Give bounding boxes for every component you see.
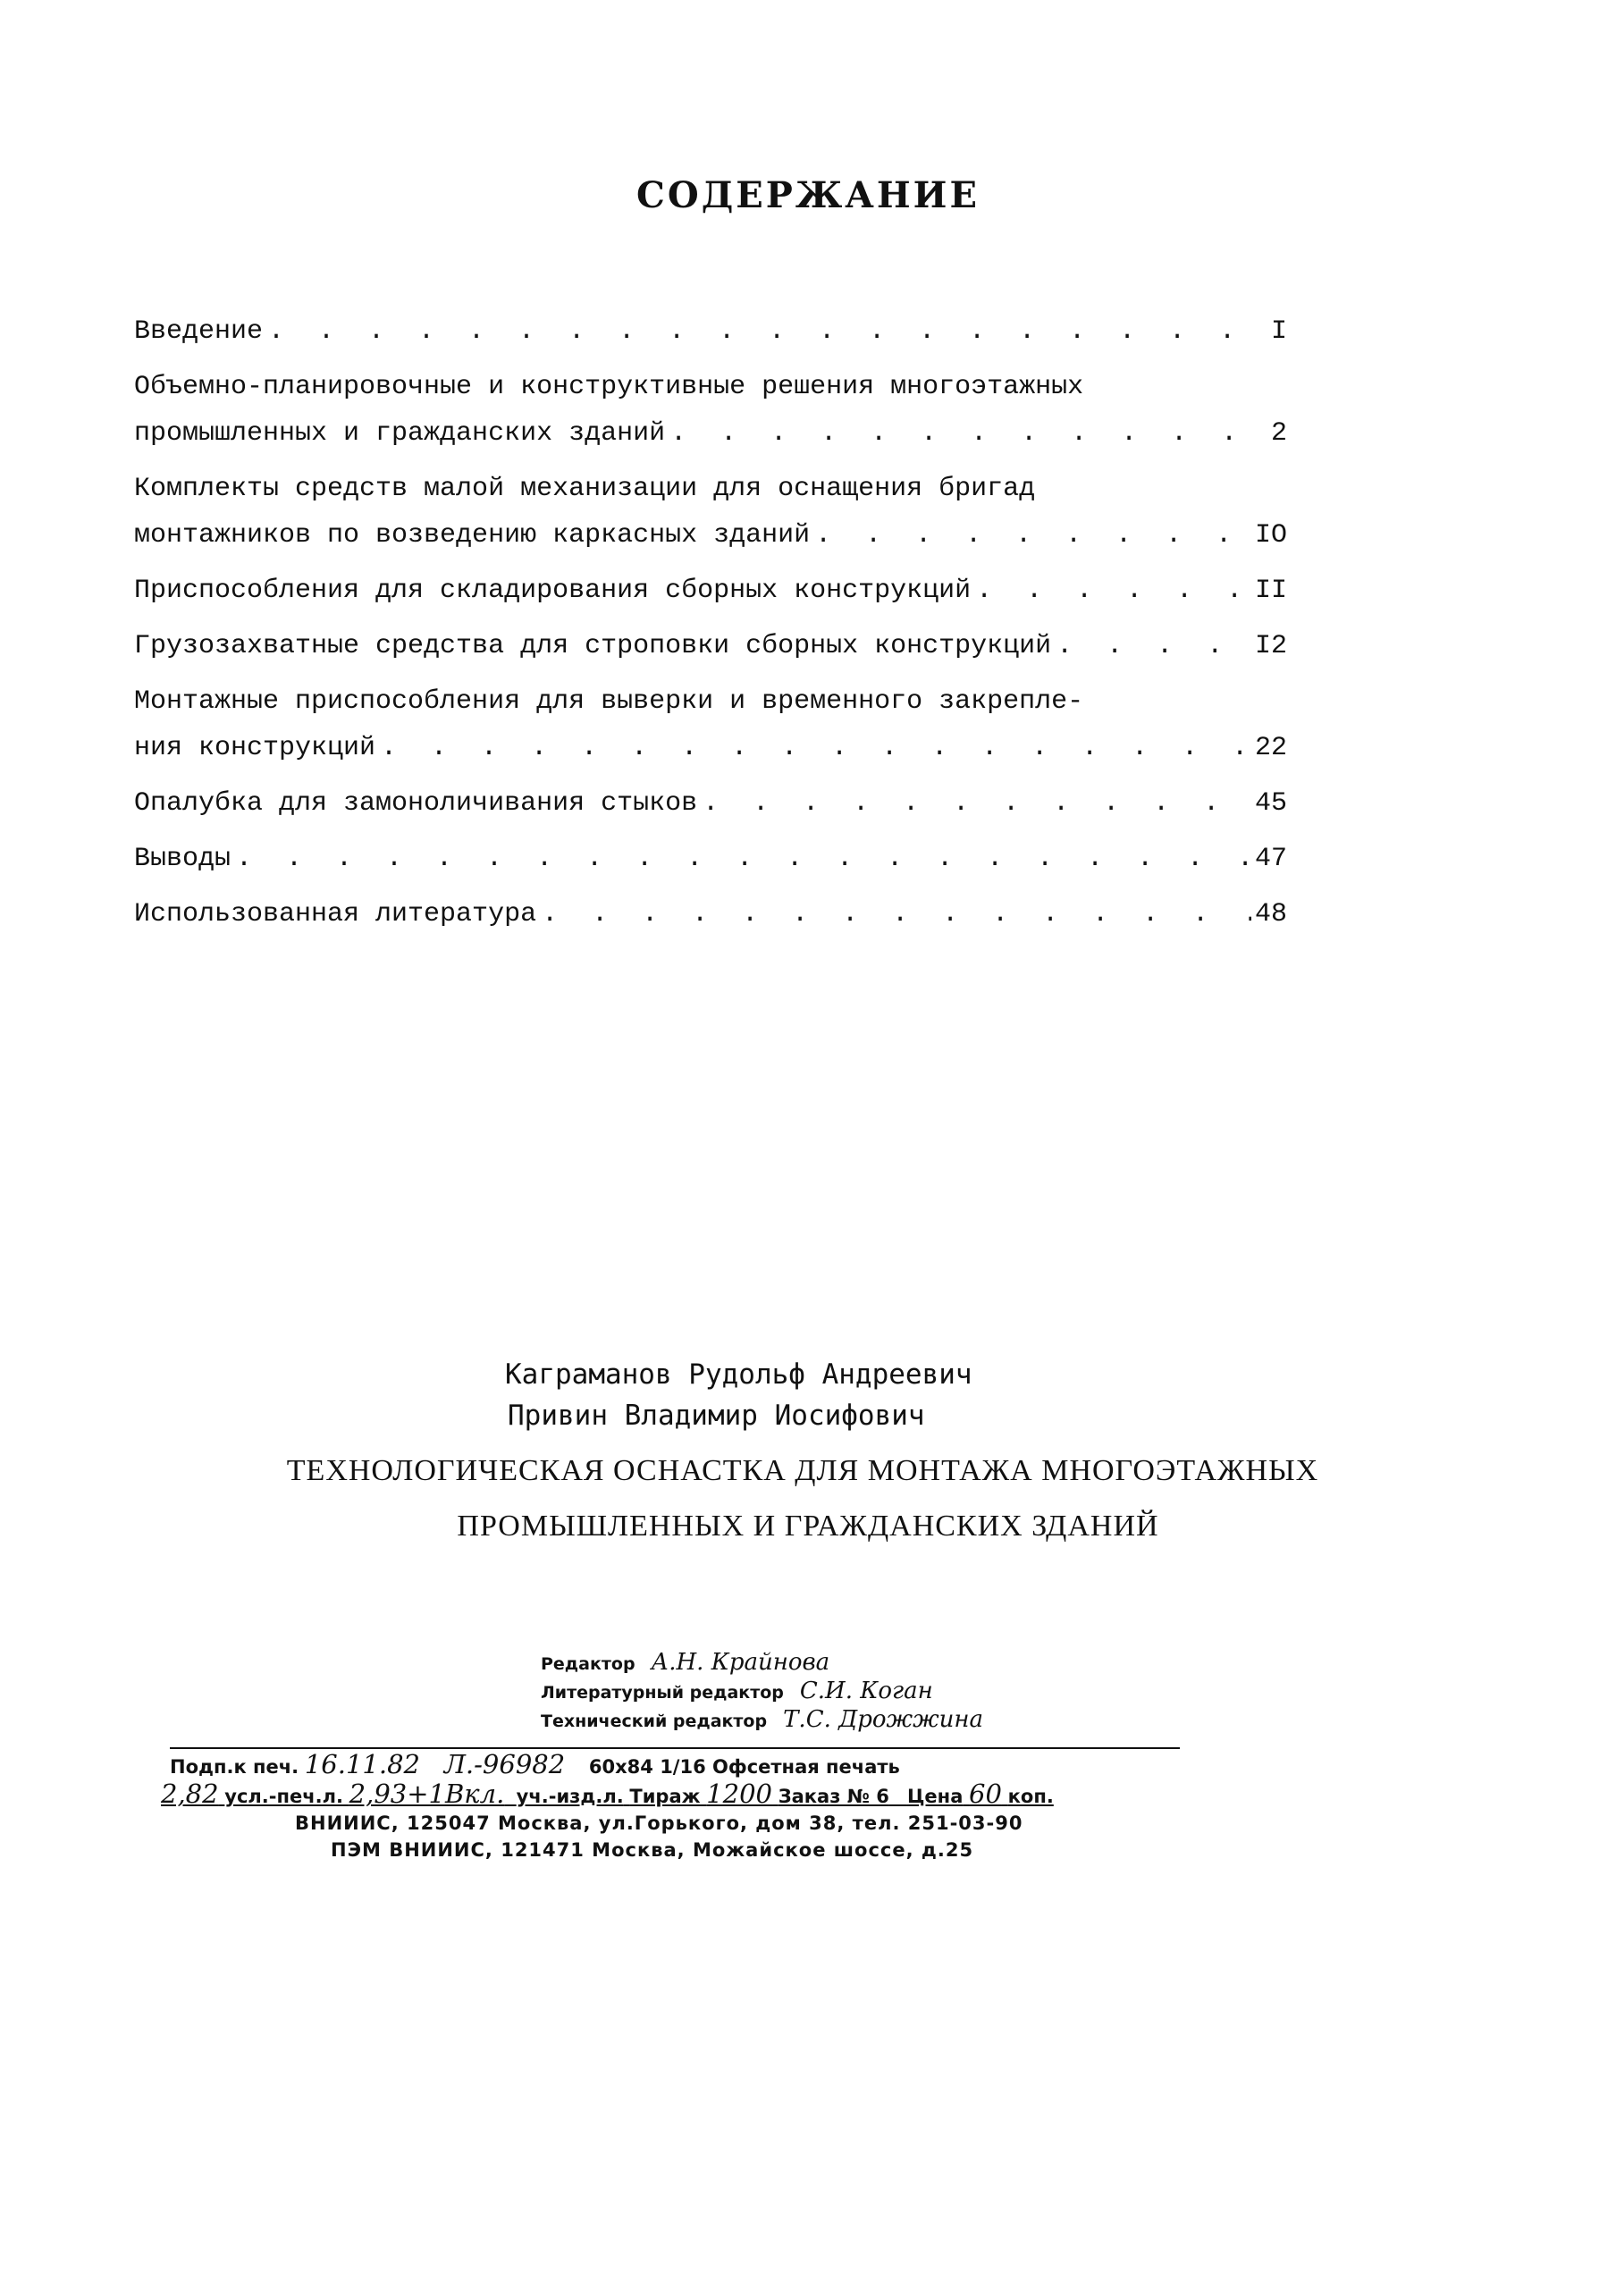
toc-entry	[134, 466, 1287, 559]
toc-page-number: I	[1270, 316, 1287, 347]
author-name: Каграманов Рудольф Андреевич	[505, 1358, 972, 1391]
toc-entry	[134, 678, 1287, 771]
toc-page-number: 2	[1270, 418, 1287, 449]
toc-page-number: 47	[1254, 844, 1287, 874]
credit-role: Редактор	[541, 1654, 635, 1674]
toc-leader	[231, 836, 1251, 882]
book-title	[0, 1443, 1616, 1554]
signed-label: Подп.к печ.	[170, 1756, 299, 1778]
license-number: Л.-96982	[443, 1749, 566, 1779]
print-run-label: Тираж	[629, 1786, 701, 1807]
toc-leader	[536, 891, 1251, 938]
order-label: Заказ № 6	[778, 1786, 889, 1807]
sheets-label: усл.-печ.л.	[224, 1786, 343, 1807]
toc-leader	[665, 410, 1251, 457]
toc-entry-title: Монтажные приспособления для выверки и временного закрепле-	[134, 686, 1084, 717]
toc-leader	[263, 308, 1251, 355]
toc-entry-title-cont: ния конструкций	[134, 733, 376, 763]
toc-entry-title: Введение	[134, 316, 264, 347]
imprint	[161, 1747, 1180, 1863]
credit-technical-editor	[541, 1706, 983, 1735]
author-name: Привин Владимир Иосифович	[508, 1400, 925, 1432]
toc-page-number: 45	[1254, 788, 1287, 819]
credit-name: А.Н. Крайнова	[651, 1649, 830, 1676]
credit-editor	[541, 1649, 983, 1678]
authors	[0, 1354, 1616, 1436]
credits	[541, 1649, 983, 1735]
toc-entry	[134, 836, 1287, 882]
toc-entry-title-cont: промышленных и гражданских зданий	[134, 418, 666, 449]
toc-page-number: 22	[1254, 733, 1287, 763]
book-title-line: ТЕХНОЛОГИЧЕСКАЯ ОСНАСТКА ДЛЯ МОНТАЖА МНОГОЭТАЖНЫХ	[286, 1454, 1319, 1487]
toc-leader	[375, 725, 1251, 771]
print-run-value: 1200	[706, 1779, 773, 1809]
toc-page-number: I2	[1254, 631, 1287, 661]
imprint-row-sheets	[161, 1780, 1171, 1810]
credit-name: Т.С. Дрожжина	[783, 1706, 984, 1733]
credit-literary-editor	[541, 1678, 983, 1706]
page-title: СОДЕРЖАНИЕ	[636, 174, 980, 216]
toc-entry	[134, 364, 1287, 457]
credit-name: С.И. Коган	[799, 1678, 933, 1704]
toc-entry-title-cont: монтажников по возведению каркасных зданий	[134, 520, 811, 551]
book-title-line: ПРОМЫШЛЕННЫХ И ГРАЖДАНСКИХ ЗДАНИЙ	[457, 1510, 1159, 1543]
price-label: Цена	[906, 1786, 964, 1807]
toc-entry-title: Приспособления для складирования сборных конструкций	[134, 576, 972, 606]
pub-sheets-value: 2,93+1Вкл.	[349, 1779, 505, 1809]
toc-page-number: II	[1254, 576, 1287, 606]
toc-entry-title: Опалубка для замоноличивания стыков	[134, 788, 698, 819]
toc-entry-title: Использованная литература	[134, 899, 537, 929]
toc-entry	[134, 568, 1287, 614]
price-value: 60	[969, 1779, 1002, 1809]
toc-entry	[134, 308, 1287, 355]
sheets-value: 2,82	[161, 1779, 219, 1809]
toc-entry-title: Выводы	[134, 844, 231, 874]
toc-entry	[134, 623, 1287, 669]
toc-entry-title: Комплекты средств малой механизации для оснащения бригад	[134, 474, 1036, 504]
signed-date: 16.11.82	[304, 1749, 420, 1779]
publisher-address: ВНИИИС, 125047 Москва, ул.Горького, дом 38, тел. 251-03-90	[295, 1812, 1023, 1834]
toc-leader	[697, 780, 1251, 827]
toc-page-number: 48	[1254, 899, 1287, 929]
toc-entry-title: Грузозахватные средства для строповки сборных конструкций	[134, 631, 1052, 661]
price-unit: коп.	[1007, 1786, 1054, 1807]
toc-leader	[971, 568, 1251, 614]
toc-page-number: IO	[1254, 520, 1287, 551]
toc-leader	[810, 512, 1251, 559]
imprint-row-signing	[170, 1751, 1180, 1780]
credit-role: Технический редактор	[541, 1711, 768, 1731]
toc-entry	[134, 891, 1287, 938]
toc-entry-title: Объемно-планировочные и конструктивные решения многоэтажных	[134, 372, 1084, 402]
pub-sheets-label: уч.-изд.л.	[516, 1786, 624, 1807]
toc-entry	[134, 780, 1287, 827]
printer-address: ПЭМ ВНИИИС, 121471 Москва, Можайское шоссе, д.25	[331, 1839, 974, 1861]
toc-leader	[1051, 623, 1251, 669]
credit-role: Литературный редактор	[541, 1683, 784, 1703]
print-format: 60x84 1/16 Офсетная печать	[588, 1756, 900, 1778]
table-of-contents	[134, 308, 1287, 946]
